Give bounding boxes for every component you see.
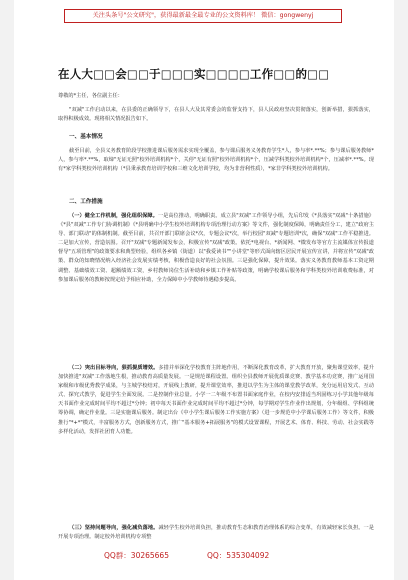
measure-paragraph-1 xyxy=(58,212,374,358)
measure-lead-1: （一）健全工作机制，强化组织保障。 xyxy=(69,213,158,219)
measure-lead-3: （三）坚持问题导向，强化减负落地。 xyxy=(69,525,159,531)
promo-banner: 关注头条号"公文研究"，获得最新最全最专业的公文资料库！ 微信：gongwenyj xyxy=(64,9,342,23)
salutation: 尊敬的*主任，各位副主任： xyxy=(58,93,123,99)
intro-paragraph: "双减"工作启动以来，在县委的正确领导下，在县人大及其常委会的监督支持下，县人民政府坚决贯彻落实，创新举措，狠抓落实，取得积极成效。现将相关情况报告如下。 xyxy=(58,107,374,123)
qq-group-number: QQ群：30265665 xyxy=(104,551,169,560)
section-heading-basic: 一、基本情况 xyxy=(69,134,103,140)
measure-lead-2: （二）突出目标导向，狠抓提质增效。 xyxy=(69,365,159,371)
measure-text-2: 多措并举深化学校教育主阵地作用，不断深化教育改革，扩大教育开放，聚焦课堂效率，提升加快推进"双减"工作落地生根，推动教育高质量发展。一是规范课程设置。组织全县教师开展优质课竞赛、教学基本功竞赛，推广运用国家级和市级优秀教学成果，与主城学校结对，开展线上教研，提升课堂效率，推进以学生为主体的课堂教学改革，充分运用启发式、互动式、探究式教学，促进学生全面发展。二是控制作业总量。小学一二年级不布置书面家庭作业，在校内安排适当巩固练习小学其他年级每天书面作业完成时间平均不超过*分钟；初中每天书面作业完成时间平均不超过*分钟，每学期对学生作业作出规划，分年级组、学科组统筹协调，确定作业量。三是实施课后服务。制定出台《中小学生课后服务工作实施方案》（进一步规范中小学课后服务工作）等文件，积极推行"*+*"模式，丰富服务方式，创新服务方式，推广"基本服务+拓展服务"的模式设置课程，开展艺术、体育、科技、劳动、社会实践等多样化活动，发挥社团育人功能。 xyxy=(58,365,374,435)
measure-paragraph-3 xyxy=(58,524,374,543)
contact-footer xyxy=(104,550,334,561)
section-heading-measures: 二、工作措施 xyxy=(69,199,103,205)
qq-number: QQ：535304092 xyxy=(206,551,270,560)
document-page xyxy=(14,0,394,580)
basic-situation-paragraph: 截至目前，全县义务教育阶段学校推进课后服务需求实现全覆盖，参与课后服务义务教育学生*人，参与率*.**%；参与课后服务教师*人，参与率*.**%，取缔"无证无照"校外培训机构*个，关停"无证有照"校外培训机构*个，压减学科类校外培训机构*个，压减率*.**%。现有*家学科类校外培训机构（*县秉承教育培训学校和三维文化培训学校，均为非营利性质），*家非学科类校外培训机构。 xyxy=(58,148,374,173)
measure-paragraph-2 xyxy=(58,364,374,519)
measure-text-3: 减轻学生校外培训负担，推动教育生态和教育治理体系的综合变革，有效减轻家长负担。一是开展专项治理。制定校外培训机构专项整 xyxy=(58,525,374,541)
measure-text-1: 一是高位推动，明确职责。成立县"双减"工作领导小组，先后印发《*县落实"双减"十条措施》《*县"双减"工作专门协调机制》《*县明确中小学生校外培训机构专项治理行动方案》等文件，强化制度保障，明确责任分工，建立"政府主导、部门联动"的体制机制。截至目前，共召开部门联席会议*次，专题会议*次，举行校园"双减"专题培训*次，确保"双减"工作平稳推进。二是加大宣传，营造氛围。召开"双减"专题新闻发布会，积极宣传"双减"政策。依托*电视台、*新闻网、*微发布等官方主流媒体宣传报道督导"五项管理"的政策要求和典型经验，组织各乡镇（街道）以"我爱读书""小讲堂"等形式面向辖区居民开展宣传宣讲，并将宣传"双减"政策、群众的知晓情况纳入经济社会发展实绩考核，积极营造良好的社会氛围。三是强化保障，提升效果。落实义务教育教师基本工资定期调整、基础绩效工资、超额绩效工资，乡村教师岗位生活补助和乡镇工作补贴等政策，明确学校课后服务和学科类校外培训收费标准，对参加课后服务的教师按规定给予相应补助，全力保障中小学教师待遇稳步提高。 xyxy=(58,213,374,283)
document-title: 在人大□□会□□于□□□实□□□□工作□□的□□ xyxy=(58,67,330,81)
